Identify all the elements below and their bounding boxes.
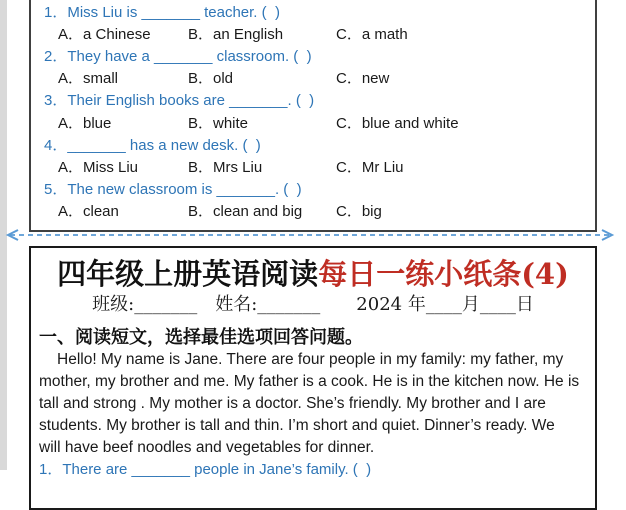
options-row-5: [58, 200, 595, 222]
question-line-5: 5．The new classroom is _______. ( ): [44, 181, 302, 199]
option: A．a Chinese: [58, 25, 151, 43]
cut-line-arrow-icon: [2, 229, 618, 241]
question-line-4: 4．_______ has a new desk. ( ): [44, 136, 261, 154]
option: B．old: [188, 70, 234, 88]
page-cut-divider: [2, 228, 618, 240]
passage-line: tall and strong . My mother is a doctor. She’s friendly. My brother and I are: [39, 395, 546, 412]
worksheet-title-black: 四年级上册英语阅读: [57, 257, 319, 291]
options-row-1: [58, 22, 595, 44]
options-row-2: [58, 67, 595, 89]
passage-line: mother, my brother and me. My father is a cook. He is in the kitchen now. He is: [39, 373, 580, 390]
passage-line: Hello! My name is Jane. There are four people in my family: my father, my: [57, 351, 564, 368]
passage-line: students. My brother is tall and thin. I’m short and quiet. Dinner’s ready. We: [39, 417, 555, 434]
section-one-heading: 一、阅读短文，选择最佳选项回答问题。: [39, 327, 363, 348]
option: C．new: [336, 70, 390, 88]
option: C．blue and white: [336, 114, 459, 132]
option: B．Mrs Liu: [188, 158, 263, 176]
option: A．blue: [58, 114, 112, 132]
reading-passage: [31, 349, 595, 459]
option: C．Mr Liu: [336, 158, 404, 176]
option: C．a math: [336, 25, 408, 43]
worksheet-title: [31, 256, 595, 292]
quiz-page-section: [29, 0, 597, 232]
worksheet-title-red: 每日一练小纸条(4): [318, 257, 569, 291]
options-row-4: [58, 155, 595, 177]
option: A．Miss Liu: [58, 158, 139, 176]
option: A．clean: [58, 203, 119, 221]
worksheet-page-section: [29, 246, 597, 510]
comprehension-question-1: 1．There are _______ people in Jane’s family. ( ): [39, 461, 372, 478]
option: A．small: [58, 70, 119, 88]
passage-line: will have beef noodles and vegetables for dinner.: [39, 439, 375, 456]
option: B．white: [188, 114, 249, 132]
question-line-1: 1．Miss Liu is _______ teacher. ( ): [44, 3, 280, 21]
question-line-2: 2．They have a _______ classroom. ( ): [44, 47, 312, 65]
class-name-date-line: 班级:_______ 姓名:_______ 2024 年____月____日: [92, 294, 534, 315]
option: C．big: [336, 203, 382, 221]
option: B．clean and big: [188, 203, 303, 221]
question-line-3: 3．Their English books are _______. ( ): [44, 92, 315, 110]
options-row-3: [58, 111, 595, 133]
option: B．an English: [188, 25, 284, 43]
